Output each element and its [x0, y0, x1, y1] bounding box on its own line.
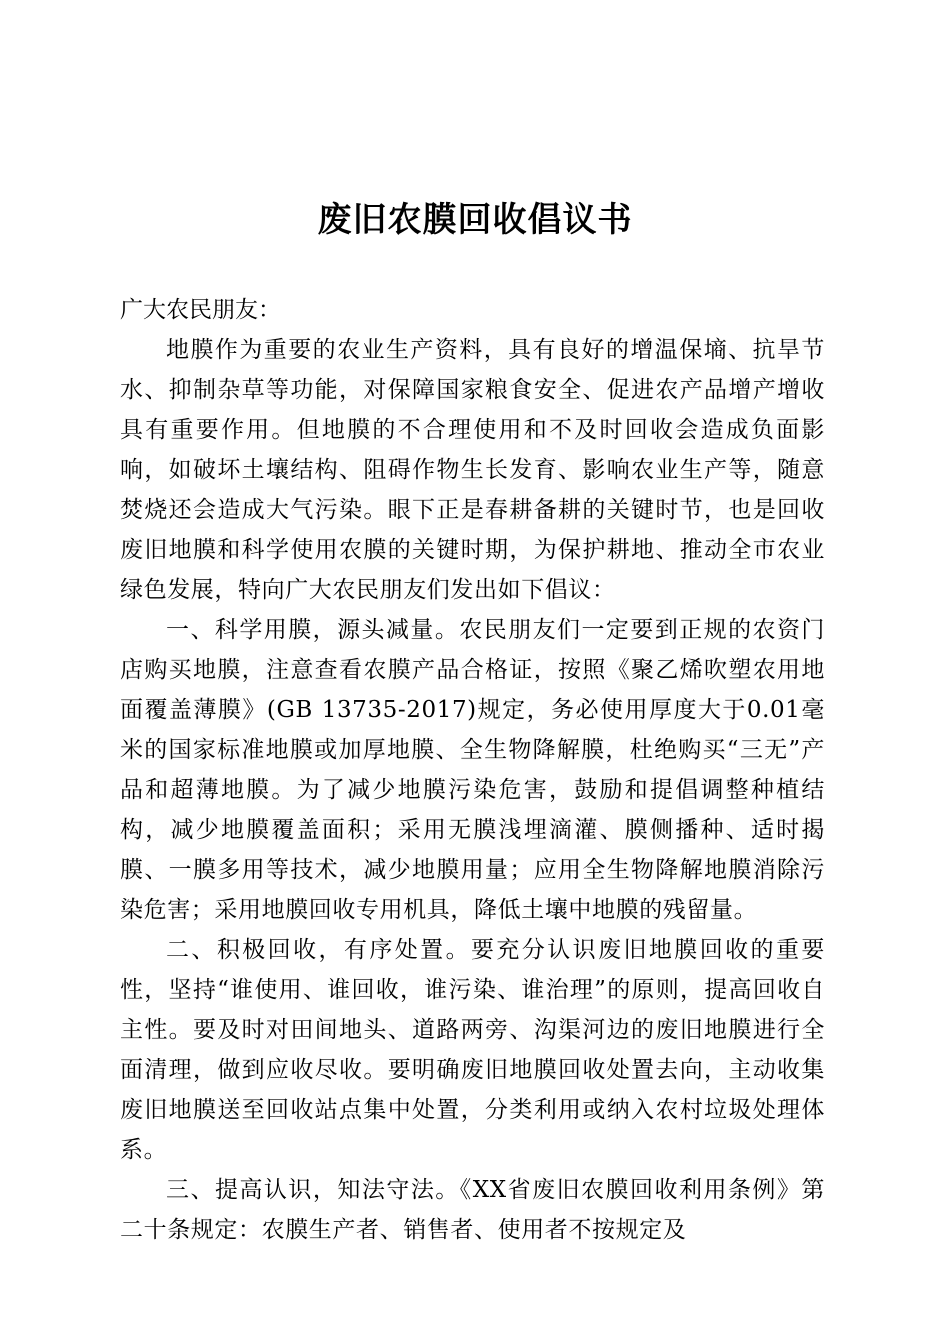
- document-body: [120, 290, 825, 1250]
- paragraph-point-three: 三、提高认识，知法守法。《XX省废旧农膜回收利用条例》第二十条规定：农膜生产者、销售者、使用者不按规定及: [120, 1177, 825, 1243]
- paragraph-point-one: 一、科学用膜，源头减量。农民朋友们一定要到正规的农资门店购买地膜，注意查看农膜产品合格证，按照《聚乙烯吹塑农用地面覆盖薄膜》(GB 13735-2017)规定，务必使用厚度大于0.01毫米的国家标准地膜或加厚地膜、全生物降解膜，杜绝购买“三无”产品和超薄地膜。为了减少地膜污染危害，鼓励和提倡调整种植结构，减少地膜覆盖面积；采用无膜浅埋滴灌、膜侧播种、适时揭膜、一膜多用等技术，减少地膜用量；应用全生物降解地膜消除污染危害；采用地膜回收专用机具，降低土壤中地膜的残留量。: [120, 617, 825, 923]
- paragraph-intro: 地膜作为重要的农业生产资料，具有良好的增温保墒、抗旱节水、抑制杂草等功能，对保障国家粮食安全、促进农产品增产增收具有重要作用。但地膜的不合理使用和不及时回收会造成负面影响，如破坏土壤结构、阻碍作物生长发育、影响农业生产等，随意焚烧还会造成大气污染。眼下正是春耕备耕的关键时节，也是回收废旧地膜和科学使用农膜的关键时期，为保护耕地、推动全市农业绿色发展，特向广大农民朋友们发出如下倡议：: [120, 337, 825, 603]
- paragraph-point-two: 二、积极回收，有序处置。要充分认识废旧地膜回收的重要性，坚持“谁使用、谁回收，谁污染、谁治理”的原则，提高回收自主性。要及时对田间地头、道路两旁、沟渠河边的废旧地膜进行全面清理，做到应收尽收。要明确废旧地膜回收处置去向，主动收集废旧地膜送至回收站点集中处置，分类利用或纳入农村垃圾处理体系。: [120, 937, 825, 1163]
- document-title: 废旧农膜回收倡议书: [317, 200, 633, 240]
- salutation: 广大农民朋友：: [120, 297, 281, 323]
